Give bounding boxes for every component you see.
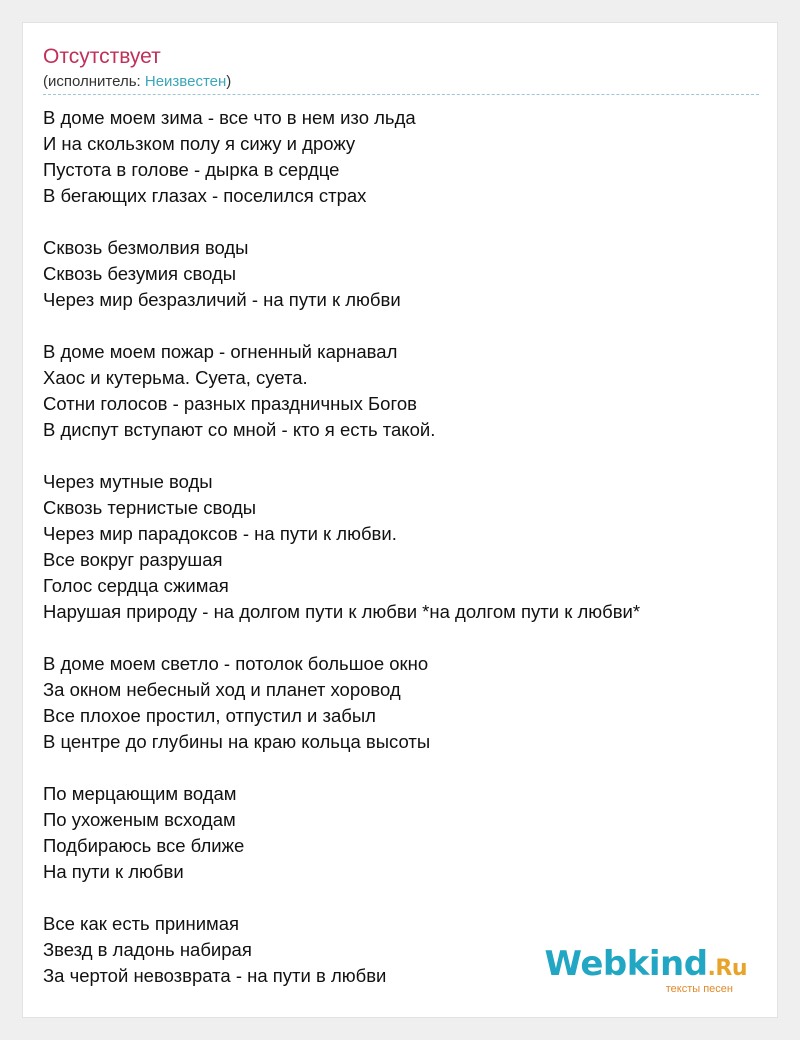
stanza-break	[43, 885, 759, 911]
lyric-line: Сквозь тернистые своды	[43, 497, 257, 518]
lyric-line: Пустота в голове - дырка в сердце	[43, 159, 340, 180]
artist-byline	[43, 72, 231, 92]
song-title: Отсутствует	[43, 45, 161, 68]
byline-suffix: )	[226, 73, 232, 90]
lyric-line: На пути к любви	[43, 861, 184, 882]
lyric-line: Сквозь безмолвия воды	[43, 237, 249, 258]
lyric-line: Через мир парадоксов - на пути к любви.	[43, 523, 397, 544]
lyric-line: Звезд в ладонь набирая	[43, 939, 252, 960]
lyric-line: По ухоженым всходам	[43, 809, 236, 830]
lyric-line: По мерцающим водам	[43, 783, 237, 804]
lyric-line: В доме моем зима - все что в нем изо льда	[43, 107, 416, 128]
lyrics-page	[22, 22, 778, 1018]
logo-tld: .Ru	[707, 956, 747, 981]
logo-name: Webkind	[544, 944, 708, 984]
stanza-break	[43, 209, 759, 235]
lyric-line: За чертой невозврата - на пути в любви	[43, 965, 387, 986]
lyric-line: Через мутные воды	[43, 471, 213, 492]
lyric-line: За окном небесный ход и планет хоровод	[43, 679, 401, 700]
lyric-line: В диспут вступают со мной - кто я есть такой.	[43, 419, 436, 440]
lyric-line: Подбираюсь все ближе	[43, 835, 245, 856]
lyric-line: Через мир безразличий - на пути к любви	[43, 289, 401, 310]
stanza-break	[43, 755, 759, 781]
lyric-line: В доме моем пожар - огненный карнавал	[43, 341, 398, 362]
lyrics-text	[43, 105, 759, 989]
lyric-line: Все плохое простил, отпустил и забыл	[43, 705, 376, 726]
byline-prefix: (исполнитель:	[43, 73, 145, 90]
lyric-line: И на скользком полу я сижу и дрожу	[43, 133, 356, 154]
lyric-line: Сотни голосов - разных праздничных Богов	[43, 393, 417, 414]
lyric-line: В центре до глубины на краю кольца высоты	[43, 731, 431, 752]
lyric-line: Все как есть принимая	[43, 913, 240, 934]
artist-link[interactable]: Неизвестен	[144, 73, 227, 90]
logo-tagline: тексты песен	[665, 983, 733, 995]
lyric-line: В доме моем светло - потолок большое окно	[43, 653, 429, 674]
stanza-break	[43, 625, 759, 651]
lyric-line: Голос сердца сжимая	[43, 575, 229, 596]
logo-wordmark	[545, 946, 747, 987]
lyric-line: Нарушая природу - на долгом пути к любви *на долгом пути к любви*	[43, 601, 641, 622]
lyric-line: Сквозь безумия своды	[43, 263, 237, 284]
stanza-break	[43, 443, 759, 469]
lyric-line: Все вокруг разрушая	[43, 549, 223, 570]
site-logo[interactable]	[545, 946, 747, 995]
title-divider	[43, 94, 759, 95]
lyric-line: Хаос и кутерьма. Суета, суета.	[43, 367, 308, 388]
lyric-line: В бегающих глазах - поселился страх	[43, 185, 367, 206]
stanza-break	[43, 313, 759, 339]
